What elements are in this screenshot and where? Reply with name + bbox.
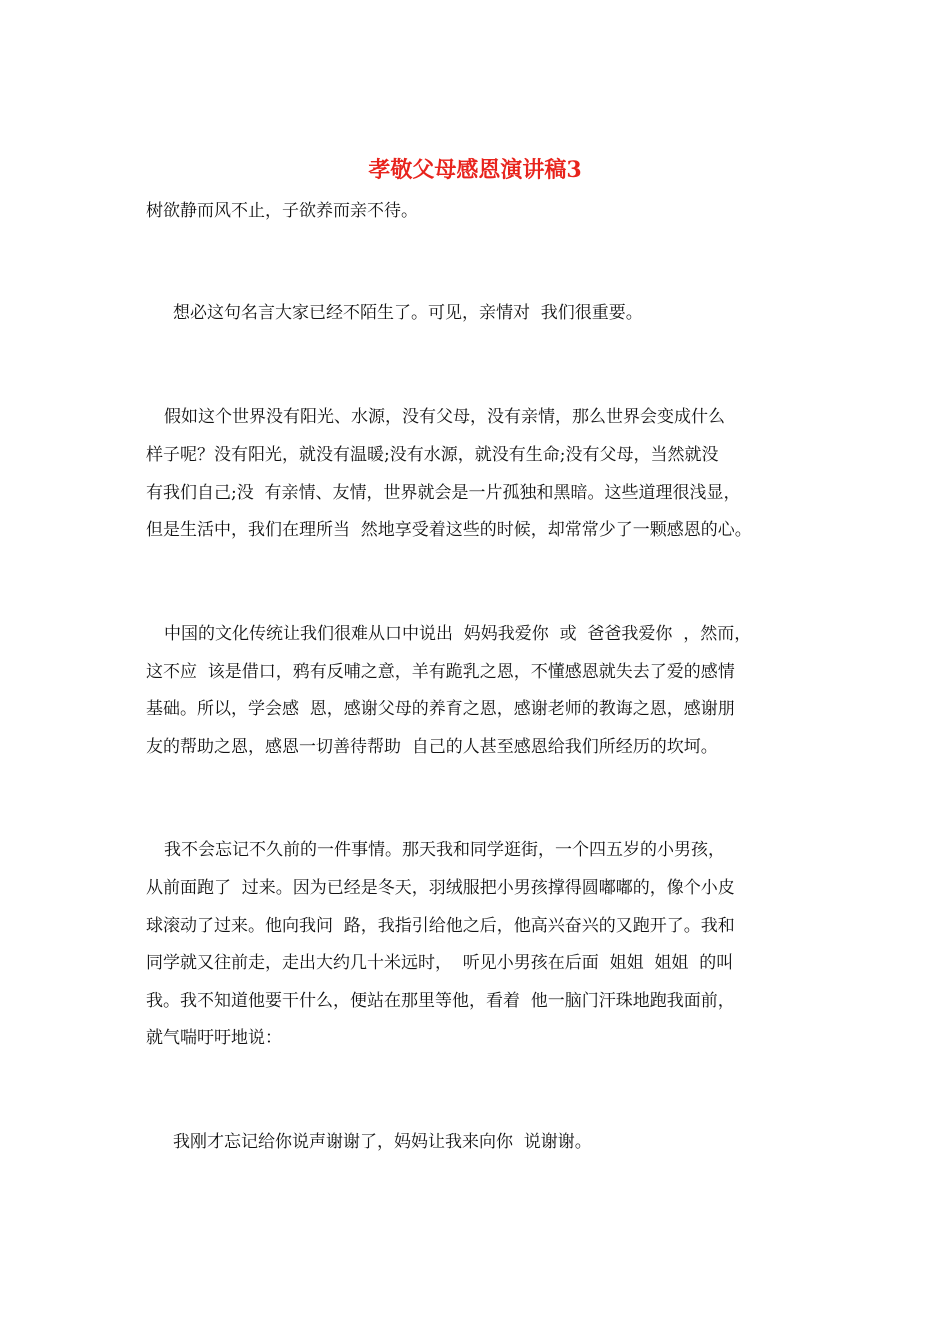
text-line: 有我们自己;没 有亲情、友情，世界就会是一片孤独和黑暗。这些道理很浅显，: [146, 483, 741, 503]
text-line: 球滚动了过来。他向我问 路，我指引给他之后，他高兴奋兴的又跑开了。我和: [146, 916, 735, 936]
text-line: 中国的文化传统让我们很难从口中说出 妈妈我爱你 或 爸爸我爱你 ，然而，: [164, 624, 752, 644]
text-line: 基础。所以，学会感 恩，感谢父母的养育之恩，感谢老师的教诲之恩，感谢朋: [146, 699, 735, 719]
text-line: 样子呢？没有阳光，就没有温暖;没有水源，就没有生命;没有父母，当然就没: [146, 445, 719, 465]
text-line: 我不会忘记不久前的一件事情。那天我和同学逛街，一个四五岁的小男孩，: [164, 840, 725, 860]
text-line: 我。我不知道他要干什么，便站在那里等他，看着 他一脑门汗珠地跑我面前，: [146, 991, 735, 1011]
text-line: 这不应 该是借口，鸦有反哺之意，羊有跪乳之恩，不懂感恩就失去了爱的感情: [146, 662, 735, 682]
text-line: 假如这个世界没有阳光、水源，没有父母，没有亲情，那么世界会变成什么: [164, 407, 725, 427]
document-title: 孝敬父母感恩演讲稿3: [368, 157, 582, 183]
text-line: 从前面跑了 过来。因为已经是冬天，羽绒服把小男孩撑得圆嘟嘟的，像个小皮: [146, 878, 735, 898]
text-line: 同学就又往前走，走出大约几十米远时， 听见小男孩在后面 姐姐 姐姐 的叫: [146, 953, 734, 973]
text-line: 我刚才忘记给你说声谢谢了，妈妈让我来向你 说谢谢。: [173, 1132, 592, 1152]
text-line: 树欲静而风不止，子欲养而亲不待。: [146, 201, 418, 221]
text-line: 但是生活中，我们在理所当 然地享受着这些的时候，却常常少了一颗感恩的心。: [146, 520, 752, 540]
text-line: 友的帮助之恩，感恩一切善待帮助 自己的人甚至感恩给我们所经历的坎坷。: [146, 737, 718, 757]
text-line: 想必这句名言大家已经不陌生了。可见，亲情对 我们很重要。: [173, 303, 643, 323]
text-line: 就气喘吁吁地说：: [146, 1028, 282, 1048]
